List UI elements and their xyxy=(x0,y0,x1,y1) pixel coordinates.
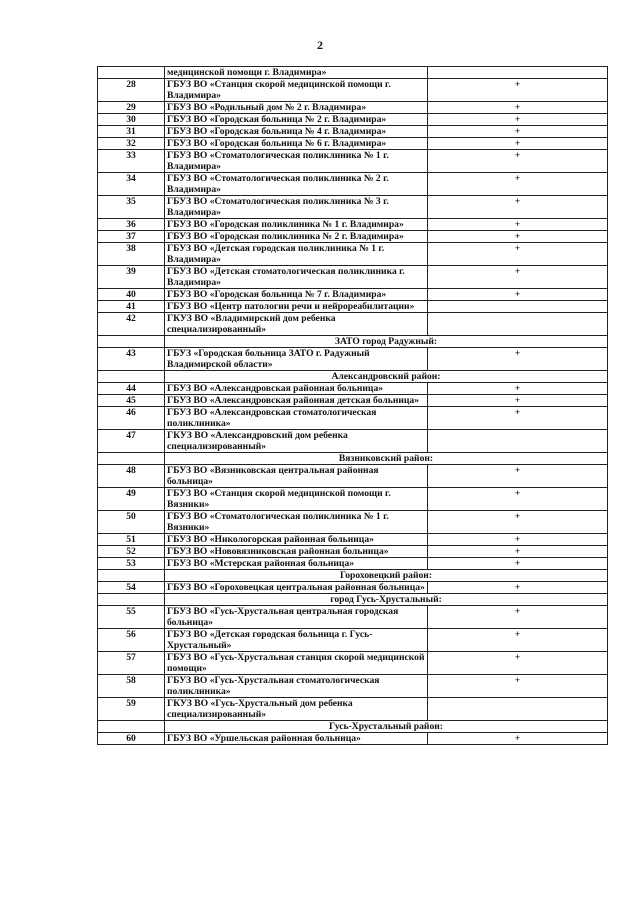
table-row xyxy=(98,465,608,488)
row-number: 45 xyxy=(98,395,165,407)
table-row xyxy=(98,173,608,196)
table-row xyxy=(98,698,608,721)
row-mark: + xyxy=(428,266,608,289)
row-mark: + xyxy=(428,126,608,138)
institution-name: ГБУЗ ВО «Центр патологии речи и нейрореабилитации» xyxy=(165,301,428,313)
institution-name: ГБУЗ ВО «Гороховецкая центральная районная больница» xyxy=(165,582,428,594)
table-row xyxy=(98,582,608,594)
row-mark xyxy=(428,301,608,313)
row-number: 57 xyxy=(98,652,165,675)
row-mark: + xyxy=(428,652,608,675)
institution-name: ГКУЗ ВО «Гусь-Хрустальный дом ребенка специализированный» xyxy=(165,698,428,721)
table-row xyxy=(98,558,608,570)
institution-name: ГБУЗ ВО «Гусь-Хрустальная станция скорой медицинской помощи» xyxy=(165,652,428,675)
institutions-table xyxy=(97,66,608,745)
row-mark: + xyxy=(428,546,608,558)
row-number: 60 xyxy=(98,733,165,745)
table-row xyxy=(98,511,608,534)
institution-name: ГБУЗ ВО «Вязниковская центральная районная больница» xyxy=(165,465,428,488)
row-number: 47 xyxy=(98,430,165,453)
institution-name: ГБУЗ ВО «Городская больница № 6 г. Владимира» xyxy=(165,138,428,150)
institution-name: ГБУЗ «Городская больница ЗАТО г. Радужный Владимирской области» xyxy=(165,348,428,371)
row-number: 55 xyxy=(98,606,165,629)
row-number: 34 xyxy=(98,173,165,196)
row-number: 49 xyxy=(98,488,165,511)
row-mark xyxy=(428,313,608,336)
section-blank-cell xyxy=(98,336,165,348)
row-number: 56 xyxy=(98,629,165,652)
institution-name: ГБУЗ ВО «Городская поликлиника № 2 г. Владимира» xyxy=(165,231,428,243)
section-heading: город Гусь-Хрустальный: xyxy=(165,594,608,606)
institution-name: медицинской помощи г. Владимира» xyxy=(165,67,428,79)
row-mark: + xyxy=(428,733,608,745)
row-mark: + xyxy=(428,675,608,698)
table-row xyxy=(98,534,608,546)
row-mark: + xyxy=(428,150,608,173)
row-mark: + xyxy=(428,558,608,570)
table-row xyxy=(98,652,608,675)
row-number: 40 xyxy=(98,289,165,301)
row-number: 39 xyxy=(98,266,165,289)
table-row xyxy=(98,196,608,219)
row-mark xyxy=(428,430,608,453)
table-row xyxy=(98,606,608,629)
table-row xyxy=(98,675,608,698)
institution-name: ГБУЗ ВО «Мстерская районная больница» xyxy=(165,558,428,570)
institution-name: ГБУЗ ВО «Александровская районная детская больница» xyxy=(165,395,428,407)
row-number: 48 xyxy=(98,465,165,488)
institution-name: ГБУЗ ВО «Городская больница № 7 г. Владимира» xyxy=(165,289,428,301)
row-mark: + xyxy=(428,138,608,150)
institution-name: ГКУЗ ВО «Александровский дом ребенка специализированный» xyxy=(165,430,428,453)
row-mark xyxy=(428,698,608,721)
institution-name: ГБУЗ ВО «Гусь-Хрустальная центральная городская больница» xyxy=(165,606,428,629)
row-mark: + xyxy=(428,395,608,407)
table-row xyxy=(98,266,608,289)
table-row xyxy=(98,733,608,745)
institution-name: ГБУЗ ВО «Стоматологическая поликлиника № 2 г. Владимира» xyxy=(165,173,428,196)
row-mark: + xyxy=(428,511,608,534)
table-row xyxy=(98,102,608,114)
row-mark: + xyxy=(428,79,608,102)
row-mark xyxy=(428,67,608,79)
row-number: 46 xyxy=(98,407,165,430)
row-number: 51 xyxy=(98,534,165,546)
row-number: 35 xyxy=(98,196,165,219)
table-row xyxy=(98,243,608,266)
section-row xyxy=(98,594,608,606)
institution-name: ГБУЗ ВО «Детская городская больница г. Гусь-Хрустальный» xyxy=(165,629,428,652)
section-blank-cell xyxy=(98,594,165,606)
row-mark: + xyxy=(428,629,608,652)
institution-name: ГБУЗ ВО «Уршельская районная больница» xyxy=(165,733,428,745)
row-number: 59 xyxy=(98,698,165,721)
section-row xyxy=(98,336,608,348)
row-mark: + xyxy=(428,606,608,629)
row-mark: + xyxy=(428,383,608,395)
table-row xyxy=(98,629,608,652)
institution-name: ГБУЗ ВО «Родильный дом № 2 г. Владимира» xyxy=(165,102,428,114)
row-mark: + xyxy=(428,219,608,231)
institution-name: ГБУЗ ВО «Александровская стоматологическая поликлиника» xyxy=(165,407,428,430)
section-blank-cell xyxy=(98,371,165,383)
section-heading: ЗАТО город Радужный: xyxy=(165,336,608,348)
institution-name: ГБУЗ ВО «Станция скорой медицинской помощи г. Вязники» xyxy=(165,488,428,511)
table-row xyxy=(98,313,608,336)
section-heading: Гусь-Хрустальный район: xyxy=(165,721,608,733)
institution-name: ГБУЗ ВО «Стоматологическая поликлиника № 1 г. Вязники» xyxy=(165,511,428,534)
row-mark: + xyxy=(428,289,608,301)
table-row xyxy=(98,138,608,150)
row-mark: + xyxy=(428,196,608,219)
section-heading: Александровский район: xyxy=(165,371,608,383)
row-number: 36 xyxy=(98,219,165,231)
table-row xyxy=(98,395,608,407)
row-number: 58 xyxy=(98,675,165,698)
page-number: 2 xyxy=(317,38,323,52)
table-row xyxy=(98,219,608,231)
institution-name: ГБУЗ ВО «Городская больница № 4 г. Владимира» xyxy=(165,126,428,138)
row-number: 50 xyxy=(98,511,165,534)
table-row xyxy=(98,430,608,453)
section-blank-cell xyxy=(98,570,165,582)
institution-name: ГБУЗ ВО «Городская больница № 2 г. Владимира» xyxy=(165,114,428,126)
section-row xyxy=(98,721,608,733)
row-number: 38 xyxy=(98,243,165,266)
row-number: 52 xyxy=(98,546,165,558)
table-row xyxy=(98,488,608,511)
row-mark: + xyxy=(428,534,608,546)
row-number: 37 xyxy=(98,231,165,243)
institution-name: ГБУЗ ВО «Детская стоматологическая поликлиника г. Владимира» xyxy=(165,266,428,289)
section-heading: Вязниковский район: xyxy=(165,453,608,465)
institution-name: ГБУЗ ВО «Станция скорой медицинской помощи г. Владимира» xyxy=(165,79,428,102)
row-number: 53 xyxy=(98,558,165,570)
row-mark: + xyxy=(428,173,608,196)
row-mark: + xyxy=(428,231,608,243)
table-row xyxy=(98,150,608,173)
table-row xyxy=(98,114,608,126)
row-mark: + xyxy=(428,488,608,511)
section-heading: Гороховецкий район: xyxy=(165,570,608,582)
institution-name: ГКУЗ ВО «Владимирский дом ребенка специализированный» xyxy=(165,313,428,336)
section-blank-cell xyxy=(98,721,165,733)
row-number: 29 xyxy=(98,102,165,114)
institution-name: ГБУЗ ВО «Нововязниковская районная больница» xyxy=(165,546,428,558)
row-mark: + xyxy=(428,243,608,266)
row-mark: + xyxy=(428,114,608,126)
institution-name: ГБУЗ ВО «Никологорская районная больница» xyxy=(165,534,428,546)
institution-name: ГБУЗ ВО «Стоматологическая поликлиника № 1 г. Владимира» xyxy=(165,150,428,173)
row-number: 43 xyxy=(98,348,165,371)
row-number: 41 xyxy=(98,301,165,313)
table-row xyxy=(98,67,608,79)
institution-name: ГБУЗ ВО «Детская городская поликлиника № 1 г. Владимира» xyxy=(165,243,428,266)
row-number: 33 xyxy=(98,150,165,173)
row-mark: + xyxy=(428,582,608,594)
row-number: 30 xyxy=(98,114,165,126)
institution-name: ГБУЗ ВО «Стоматологическая поликлиника № 3 г. Владимира» xyxy=(165,196,428,219)
table-row xyxy=(98,231,608,243)
institution-name: ГБУЗ ВО «Гусь-Хрустальная стоматологическая поликлиника» xyxy=(165,675,428,698)
row-mark: + xyxy=(428,465,608,488)
table-row xyxy=(98,546,608,558)
row-number: 44 xyxy=(98,383,165,395)
section-blank-cell xyxy=(98,453,165,465)
row-number: 32 xyxy=(98,138,165,150)
row-mark: + xyxy=(428,348,608,371)
row-number: 54 xyxy=(98,582,165,594)
row-number xyxy=(98,67,165,79)
section-row xyxy=(98,570,608,582)
table-row xyxy=(98,126,608,138)
institution-name: ГБУЗ ВО «Городская поликлиника № 1 г. Владимира» xyxy=(165,219,428,231)
row-number: 31 xyxy=(98,126,165,138)
table-body xyxy=(98,67,608,745)
section-row xyxy=(98,371,608,383)
table-row xyxy=(98,79,608,102)
institution-name: ГБУЗ ВО «Александровская районная больница» xyxy=(165,383,428,395)
table-row xyxy=(98,407,608,430)
table-row xyxy=(98,383,608,395)
table-row xyxy=(98,301,608,313)
row-mark: + xyxy=(428,102,608,114)
row-mark: + xyxy=(428,407,608,430)
table-row xyxy=(98,348,608,371)
section-row xyxy=(98,453,608,465)
row-number: 28 xyxy=(98,79,165,102)
table-row xyxy=(98,289,608,301)
row-number: 42 xyxy=(98,313,165,336)
